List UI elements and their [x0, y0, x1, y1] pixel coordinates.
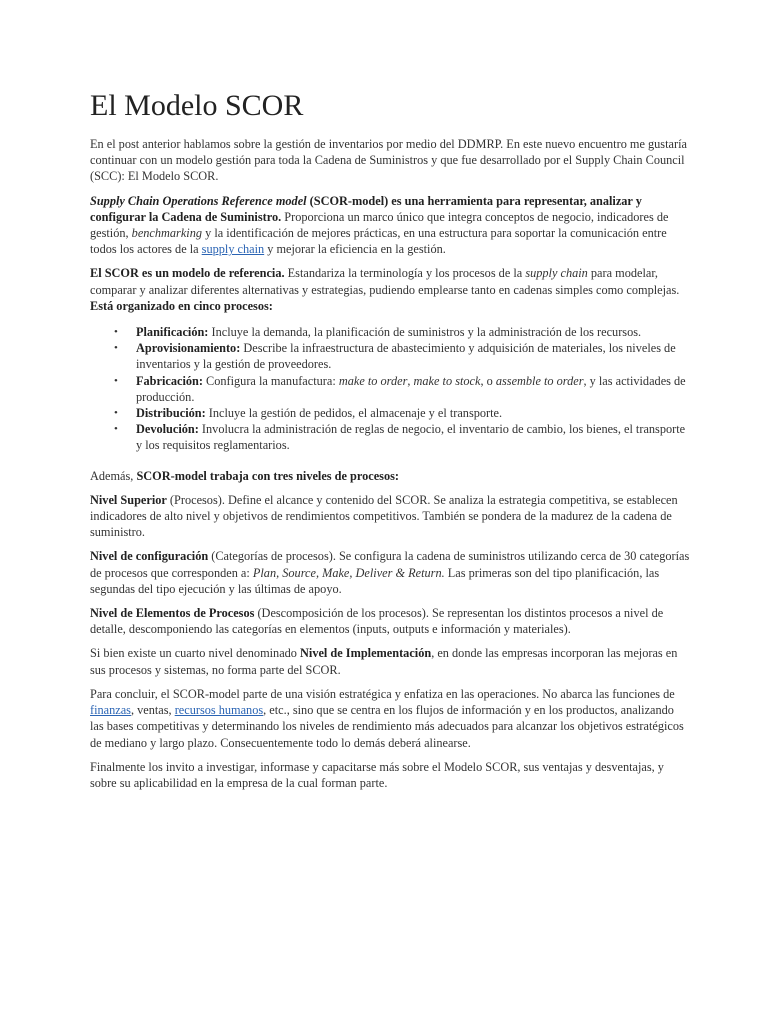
closing-paragraph: Finalmente los invito a investigar, informase y capacitarse más sobre el Modelo SCOR, sus ventajas y desventajas, y sobre su aplicabilidad en la empresa de la cual forman parte.: [90, 759, 664, 790]
definition-paragraph: Supply Chain Operations Reference model (SCOR-model) es una herramienta para representar, analizar y configurar la Cadena de Suministro. Proporciona un marco único que integra conceptos de negocio, indicadores de gestión, benchmarking y la identificación de mejores prácticas, en una estructura para soportar la comunicación entre todos los actores de la supply chain y mejorar la eficiencia en la gestión.: [90, 193, 669, 257]
conclusion-paragraph: Para concluir, el SCOR-model parte de una visión estratégica y enfatiza en las operaciones. No abarca las funciones de finanzas, ventas, recursos humanos, etc., sino que se centra en los flujos de información y en los productos, analizando las bases competitivas y determinando los niveles de rendimiento más adecuados para alcanzar los objetivos estratégicos de mediano y largo plazo. Consecuentemente todo lo demás deberá alinearse.: [90, 686, 684, 750]
bullet-icon: •: [114, 326, 118, 339]
bullet-icon: •: [114, 423, 118, 436]
recursos-humanos-link[interactable]: recursos humanos: [174, 703, 264, 718]
scor-full-name: Supply Chain Operations Reference model: [90, 193, 307, 208]
intro-paragraph: En el post anterior hablamos sobre la gestión de inventarios por medio del DDMRP. En este nuevo encuentro me gustaría continuar con un modelo gestión para toda la Cadena de Suministros y que fue desarrollado por el Supply Chain Council (SCC): El Modelo SCOR.: [90, 137, 687, 184]
level-4-paragraph: Si bien existe un cuarto nivel denominado Nivel de Implementación, en donde las empresas incorporan las mejoras en sus procesos y sistemas, no forma parte del SCOR.: [90, 646, 678, 677]
supply-chain-link[interactable]: supply chain: [201, 242, 265, 257]
bullet-icon: •: [114, 342, 118, 355]
process-list: [90, 324, 690, 454]
level-2-paragraph: Nivel de configuración (Categorías de procesos). Se configura la cadena de suministros utilizando cerca de 30 categorías de procesos que corresponden a: Plan, Source, Make, Deliver & Return. Las primeras son del tipo planificación, las segundas del tipo ejecución y las últimas de apoyo.: [90, 549, 690, 596]
list-item: • Aprovisionamiento: Describe la infraestructura de abastecimiento y adquisición de materiales, los niveles de inventarios y la gestión de proveedores.: [114, 341, 676, 372]
list-item: • Fabricación: Configura la manufactura: make to order, make to stock, o assemble to order, y las actividades de producción.: [114, 373, 686, 404]
level-1-paragraph: Nivel Superior (Procesos). Define el alcance y contenido del SCOR. Se analiza la estrategia competitiva, se establecen indicadores de alto nivel y objetivos de rendimientos competitivos. También se pondera de la madurez de la cadena de suministro.: [90, 492, 678, 540]
level-3-paragraph: Nivel de Elementos de Procesos (Descomposición de los procesos). Se representan los distintos procesos a nivel de detalle, descomponiendo las categorías en elementos (inputs, outputs e información y materiales).: [90, 606, 664, 637]
article-body: [90, 88, 690, 799]
list-item: • Devolución: Involucra la administración de reglas de negocio, el inventario de cambio, los bienes, el transporte y los requisitos reglamentarios.: [114, 422, 686, 453]
list-item: • Planificación: Incluye la demanda, la planificación de suministros y la administración de los recursos.: [114, 325, 642, 340]
reference-paragraph: El SCOR es un modelo de referencia. Estandariza la terminología y los procesos de la supply chain para modelar, comparar y analizar diferentes alternativas y estrategias, pudiendo emplearse tanto en cadenas simples como complejas. Está organizado en cinco procesos:: [90, 266, 680, 313]
levels-intro-paragraph: Además, SCOR-model trabaja con tres niveles de procesos:: [90, 468, 399, 483]
finanzas-link[interactable]: finanzas: [90, 703, 131, 718]
list-item: • Distribución: Incluye la gestión de pedidos, el almacenaje y el transporte.: [114, 406, 503, 421]
bullet-icon: •: [114, 374, 118, 387]
bullet-icon: •: [114, 407, 118, 420]
page-title: El Modelo SCOR: [90, 89, 304, 122]
